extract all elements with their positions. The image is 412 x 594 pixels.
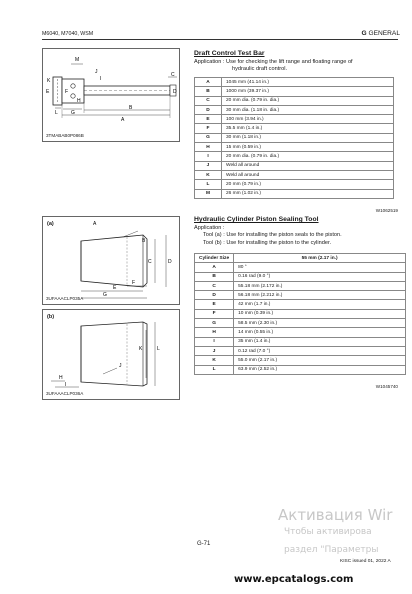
table-header-value: 55 mm (2.17 in.) [234, 254, 406, 263]
table-row [195, 152, 394, 161]
callout-k: K [47, 78, 51, 84]
callout-i: I [100, 76, 102, 82]
table-cell-key: J [195, 161, 222, 170]
table-row [195, 291, 406, 300]
table-cell-value: 35 mm (1.4 in.) [234, 337, 406, 346]
table-row [195, 133, 394, 142]
table-row [195, 337, 406, 346]
piston-title: Hydraulic Cylinder Piston Sealing Tool [194, 216, 319, 223]
callout-g: G [103, 292, 107, 298]
table-cell-value: Weld all around [222, 161, 394, 170]
table-cell-key: L [195, 365, 234, 374]
table-cell-key: F [195, 309, 234, 318]
callout-b: B [142, 238, 146, 244]
table-cell-key: L [195, 180, 222, 189]
callout-h: H [59, 375, 63, 381]
figure-code: 3UFAAACLP036A [46, 391, 84, 396]
callout-b: B [129, 105, 133, 111]
piston-application-label: Application : [194, 225, 225, 231]
piston-tool-b-drawing [43, 310, 181, 401]
table-row [195, 263, 406, 272]
table-cell-key: K [195, 356, 234, 365]
piston-tool-b-figure [42, 309, 180, 400]
table-cell-key: K [195, 170, 222, 179]
table-row [195, 115, 394, 124]
callout-i: I [65, 382, 67, 388]
table-cell-key: D [195, 105, 222, 114]
draft-bar-figure [42, 48, 180, 142]
draft-spec-table [194, 77, 394, 199]
table-cell-key: J [195, 346, 234, 355]
table-cell-value: 20 mm dia. (0.79 in. dia.) [222, 96, 394, 105]
callout-c: C [171, 72, 175, 78]
piston-application [194, 225, 400, 247]
piston-spec-table [194, 253, 406, 375]
piston-code: W1045740 [375, 384, 398, 389]
table-row [195, 87, 394, 96]
figure-a-label: (a) [47, 221, 54, 227]
table-cell-value: 26 mm (1.02 in.) [222, 189, 394, 198]
table-row [195, 356, 406, 365]
table-row [195, 180, 394, 189]
table-cell-key: A [195, 78, 222, 87]
figure-code: 3UFAAACLP035A [46, 296, 84, 301]
table-cell-key: F [195, 124, 222, 133]
callout-f: F [65, 89, 69, 95]
callout-a: A [93, 221, 97, 227]
table-row [195, 300, 406, 309]
table-cell-key: I [195, 337, 234, 346]
site-watermark: www.epcatalogs.com [234, 574, 354, 585]
table-cell-key: H [195, 328, 234, 337]
table-cell-value: 58.5 mm (2.30 in.) [234, 319, 406, 328]
callout-k: K [139, 346, 143, 352]
table-cell-key: A [195, 263, 234, 272]
table-cell-key: H [195, 143, 222, 152]
table-row [195, 346, 406, 355]
table-cell-value: 20 mm (0.79 in.) [222, 180, 394, 189]
draft-application [194, 59, 400, 74]
callout-g: G [71, 110, 75, 116]
table-row [195, 170, 394, 179]
table-cell-value: 35.5 mm (1.4 in.) [222, 124, 394, 133]
draft-application-text: Use for checking the lift range and floating range of [226, 59, 353, 65]
callout-e: E [46, 89, 50, 95]
table-cell-value: 30 mm dia. (1.18 in. dia.) [222, 105, 394, 114]
table-row [195, 328, 406, 337]
table-cell-key: G [195, 319, 234, 328]
piston-tool-a-figure [42, 216, 180, 305]
callout-d: D [173, 89, 177, 95]
piston-tool-a-text: Tool (a) : Use for installing the piston seals to the piston. [203, 232, 342, 239]
table-row [195, 309, 406, 318]
table-cell-key: M [195, 189, 222, 198]
callout-l: L [157, 346, 160, 352]
table-cell-key: G [195, 133, 222, 142]
table-cell-value: 1045 mm (41.14 in.) [222, 78, 394, 87]
header-section-letter: G [361, 30, 367, 37]
table-cell-value: Weld all around [222, 170, 394, 179]
callout-d: D [168, 259, 172, 265]
table-cell-key: B [195, 87, 222, 96]
callout-j: J [119, 363, 122, 369]
table-cell-value: 20 mm dia. (0.79 in. dia.) [222, 152, 394, 161]
table-cell-value: 14 mm (0.55 in.) [234, 328, 406, 337]
table-row [195, 319, 406, 328]
table-row [195, 124, 394, 133]
table-cell-key: E [195, 115, 222, 124]
callout-h: H [77, 98, 81, 104]
table-cell-key: C [195, 96, 222, 105]
table-row [195, 105, 394, 114]
activation-watermark-line-1: Активация Wir [278, 506, 393, 524]
table-cell-value: 63.9 mm (2.52 in.) [234, 365, 406, 374]
table-cell-key: I [195, 152, 222, 161]
activation-watermark-line-3: раздел "Параметры [284, 545, 379, 555]
table-row [195, 143, 394, 152]
figure-code: 3TMABAB0P086B [46, 133, 84, 138]
table-cell-value: 15 mm (0.59 in.) [222, 143, 394, 152]
table-cell-key: C [195, 281, 234, 290]
table-row [195, 161, 394, 170]
table-row [195, 281, 406, 290]
draft-bar-drawing [43, 49, 181, 143]
table-cell-value: 55.0 mm (2.17 in.) [234, 356, 406, 365]
draft-title: Draft Control Test Bar [194, 50, 265, 57]
callout-j: J [95, 69, 98, 75]
figure-b-label: (b) [47, 314, 55, 320]
table-cell-value: 42 mm (1.7 in.) [234, 300, 406, 309]
table-cell-value: 80 ° [234, 263, 406, 272]
table-row [195, 78, 394, 87]
table-row [195, 365, 406, 374]
piston-tool-b-text: Tool (b) : Use for installing the piston to the cylinder. [203, 239, 332, 246]
table-cell-value: 0.12 rad (7.0 °) [234, 346, 406, 355]
table-cell-value: 55.18 mm (2.172 in.) [234, 281, 406, 290]
page-number: G-71 [197, 541, 211, 547]
draft-application-label: Application : [194, 59, 225, 65]
callout-a: A [121, 117, 125, 123]
table-row [195, 272, 406, 281]
issue-note: KISC issued 01, 2022 A [340, 559, 391, 564]
table-cell-key: E [195, 300, 234, 309]
table-cell-value: 1000 mm (39.37 in.) [222, 87, 394, 96]
piston-tool-a-drawing [43, 217, 181, 306]
table-cell-key: B [195, 272, 234, 281]
callout-e: E [113, 285, 117, 291]
draft-code: W1062519 [375, 208, 398, 213]
table-cell-value: 56.18 mm (2.212 in.) [234, 291, 406, 300]
header-section-name: GENERAL [368, 30, 400, 37]
table-cell-key: D [195, 291, 234, 300]
activation-watermark-line-2: Чтобы активирова [284, 527, 372, 537]
header-rule [42, 39, 398, 40]
draft-application-text2: hydraulic draft control. [232, 66, 288, 73]
table-cell-value: 30 mm (1.18 in.) [222, 133, 394, 142]
table-header-key: Cylinder Size [195, 254, 234, 263]
header-section [362, 30, 401, 37]
callout-l: L [55, 110, 58, 116]
table-row [195, 189, 394, 198]
callout-m: M [75, 57, 80, 63]
table-cell-value: 100 mm (3.94 in.) [222, 115, 394, 124]
table-cell-value: 0.16 rad (9.0 °) [234, 272, 406, 281]
table-row [195, 96, 394, 105]
table-cell-value: 10 mm (0.39 in.) [234, 309, 406, 318]
callout-c: C [148, 259, 152, 265]
callout-f: F [132, 280, 136, 286]
table-header-row [195, 254, 406, 263]
header-models: M6040, M7040, WSM [42, 31, 94, 37]
